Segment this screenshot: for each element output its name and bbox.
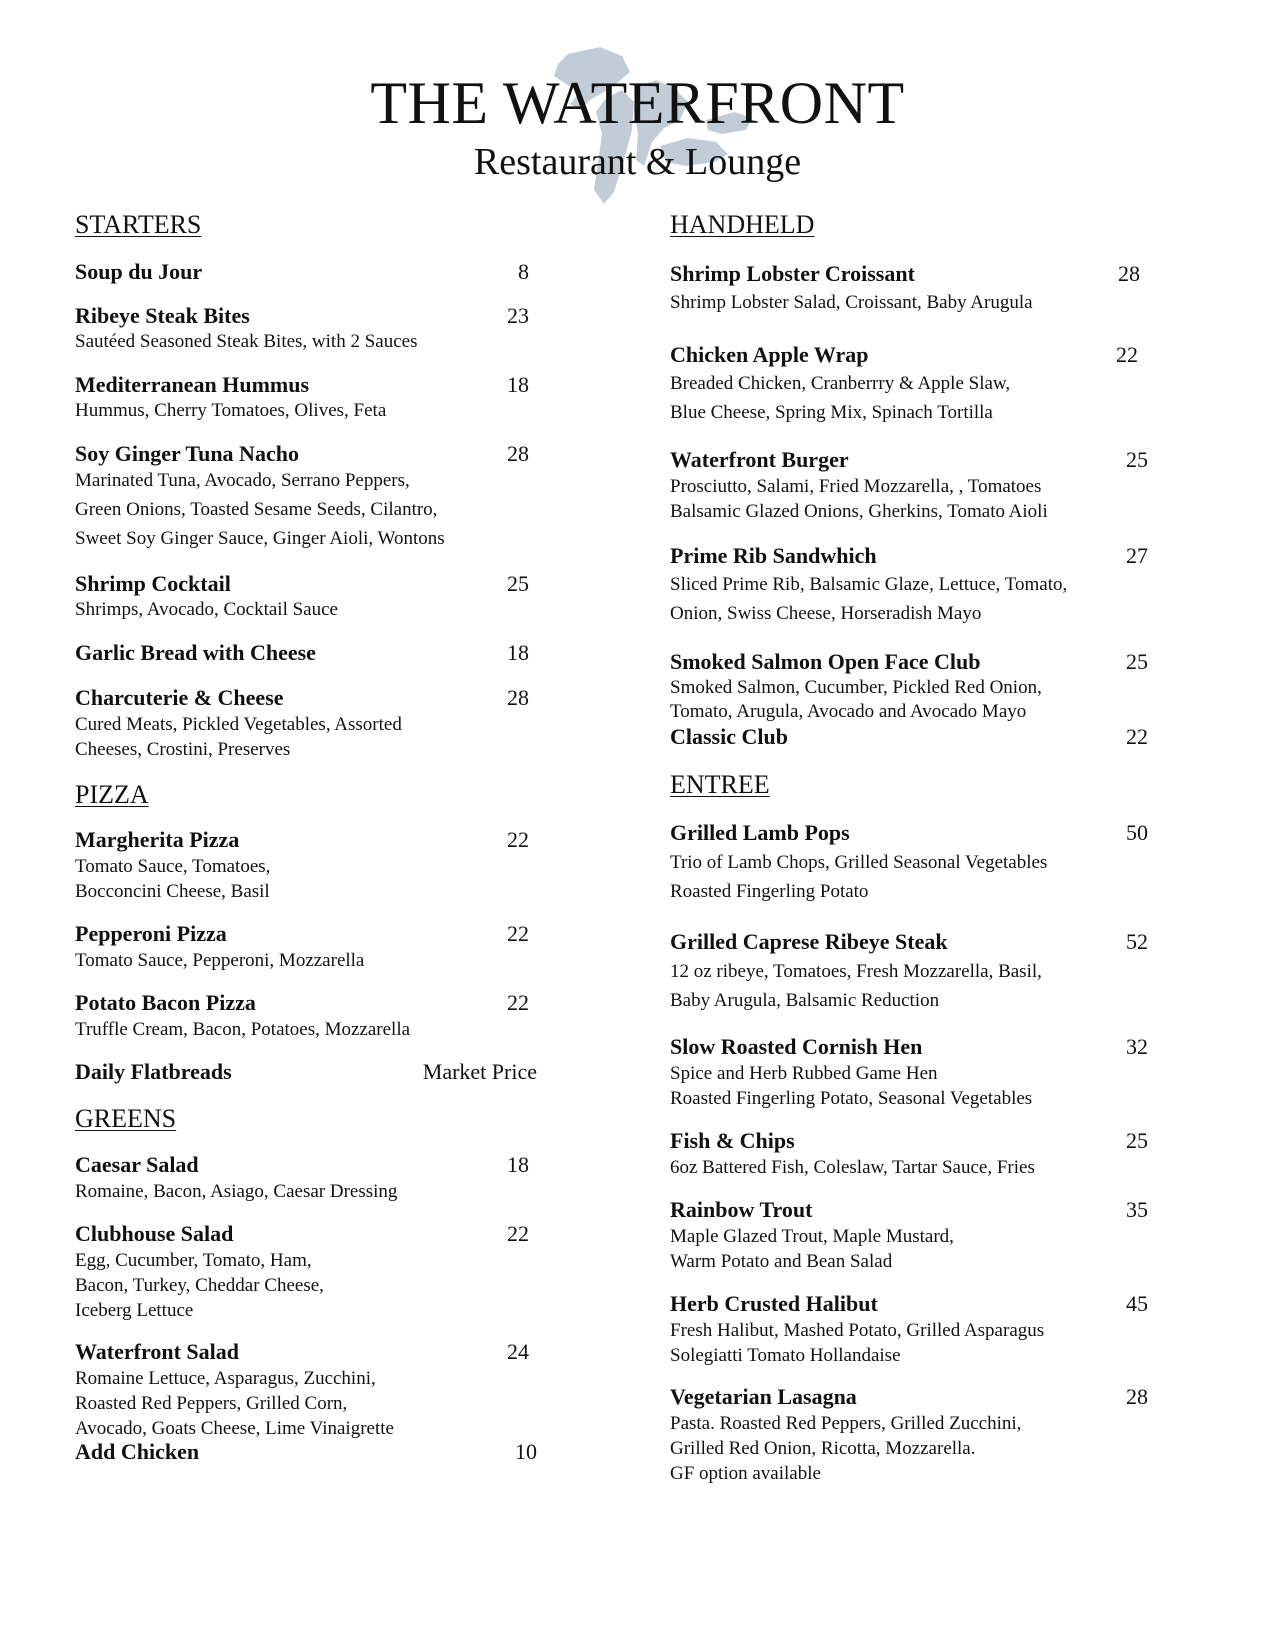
item-price: 8	[518, 259, 529, 284]
item-price: 22	[507, 990, 529, 1015]
item-price: 28	[507, 685, 529, 710]
section-greens: GREENS	[75, 1104, 177, 1133]
item-name: Margherita Pizza	[75, 827, 240, 852]
item-name: Chicken Apple Wrap	[670, 342, 869, 367]
item-name: Grilled Lamb Pops	[670, 820, 850, 845]
section-starters: STARTERS	[75, 210, 202, 239]
item-desc: Green Onions, Toasted Sesame Seeds, Cilantro,	[75, 499, 438, 520]
item-name: Waterfront Burger	[670, 447, 849, 472]
item-name: Garlic Bread with Cheese	[75, 640, 316, 665]
item-desc: Balsamic Glazed Onions, Gherkins, Tomato Aioli	[670, 501, 1048, 522]
item-desc: Prosciutto, Salami, Fried Mozzarella, , Tomatoes	[670, 476, 1042, 497]
item-desc: Tomato, Arugula, Avocado and Avocado Mayo	[670, 701, 1027, 722]
menu-item-croissant	[670, 260, 1148, 318]
item-price: 22	[507, 1221, 529, 1246]
item-desc: Trio of Lamb Chops, Grilled Seasonal Vegetables	[670, 852, 1048, 873]
item-price: 28	[1126, 1384, 1148, 1409]
menu-item-ribeye-bites	[75, 302, 537, 354]
item-name: Mediterranean Hummus	[75, 372, 310, 397]
menu-item-shrimp-cocktail	[75, 570, 537, 622]
item-price: 50	[1126, 820, 1148, 845]
item-name: Charcuterie & Cheese	[75, 685, 284, 710]
item-desc: Sliced Prime Rib, Balsamic Glaze, Lettuce, Tomato,	[670, 574, 1068, 595]
menu-item-potato-bacon	[75, 989, 537, 1042]
item-name: Slow Roasted Cornish Hen	[670, 1034, 923, 1059]
item-price: 23	[507, 303, 529, 328]
restaurant-subtitle: Restaurant & Lounge	[473, 141, 802, 183]
item-name: Add Chicken	[75, 1439, 200, 1464]
item-desc: Tomato Sauce, Pepperoni, Mozzarella	[75, 950, 365, 971]
item-desc: Spice and Herb Rubbed Game Hen	[670, 1063, 938, 1084]
item-name: Herb Crusted Halibut	[670, 1291, 878, 1316]
menu-item-flatbreads	[75, 1058, 537, 1086]
item-desc: Maple Glazed Trout, Maple Mustard,	[670, 1226, 954, 1247]
item-name: Shrimp Lobster Croissant	[670, 261, 915, 286]
menu-item-apple-wrap	[670, 341, 1148, 427]
menu-item-prime-rib	[670, 542, 1148, 628]
item-desc: Cheeses, Crostini, Preserves	[75, 739, 291, 760]
menu-item-caesar	[75, 1151, 537, 1204]
item-price: 18	[507, 372, 529, 397]
item-desc: GF option available	[670, 1463, 821, 1484]
item-name: Fish & Chips	[670, 1128, 795, 1153]
item-desc: Breaded Chicken, Cranberrry & Apple Slaw,	[670, 373, 1011, 394]
item-desc: Smoked Salmon, Cucumber, Pickled Red Onion,	[670, 677, 1042, 698]
item-name: Shrimp Cocktail	[75, 571, 231, 596]
item-price: 25	[1126, 649, 1148, 674]
item-desc: Iceberg Lettuce	[75, 1300, 194, 1321]
item-name: Classic Club	[670, 724, 788, 749]
item-price: 25	[507, 571, 529, 596]
item-desc: Blue Cheese, Spring Mix, Spinach Tortilla	[670, 402, 993, 423]
menu-item-margherita	[75, 826, 537, 904]
item-desc: Truffle Cream, Bacon, Potatoes, Mozzarella	[75, 1019, 411, 1040]
section-handheld: HANDHELD	[670, 210, 815, 239]
item-price: 22	[507, 827, 529, 852]
item-desc: Shrimps, Avocado, Cocktail Sauce	[75, 599, 338, 620]
item-desc: Sweet Soy Ginger Sauce, Ginger Aioli, Wontons	[75, 528, 445, 549]
item-price: 22	[1126, 724, 1148, 749]
menu-item-pepperoni	[75, 920, 537, 973]
item-name: Rainbow Trout	[670, 1197, 813, 1222]
menu-item-caprese-ribeye	[670, 928, 1148, 1015]
item-name: Grilled Caprese Ribeye Steak	[670, 929, 948, 954]
item-price: 22	[507, 921, 529, 946]
item-name: Ribeye Steak Bites	[75, 303, 250, 328]
restaurant-title: THE WATERFRONT	[370, 70, 905, 136]
item-name: Soy Ginger Tuna Nacho	[75, 441, 299, 466]
item-desc: Grilled Red Onion, Ricotta, Mozzarella.	[670, 1438, 976, 1459]
item-desc: Roasted Red Peppers, Grilled Corn,	[75, 1393, 348, 1414]
item-desc: Bacon, Turkey, Cheddar Cheese,	[75, 1275, 324, 1296]
item-name: Pepperoni Pizza	[75, 921, 227, 946]
item-desc: Marinated Tuna, Avocado, Serrano Peppers,	[75, 470, 410, 491]
item-desc: Romaine, Bacon, Asiago, Caesar Dressing	[75, 1181, 398, 1202]
item-desc: Fresh Halibut, Mashed Potato, Grilled Asparagus	[670, 1320, 1045, 1341]
menu-item-cornish-hen	[670, 1033, 1148, 1111]
item-name: Prime Rib Sandwhich	[670, 543, 877, 568]
menu-item-lamb-pops	[670, 819, 1148, 906]
menu-item-burger	[670, 446, 1148, 524]
menu-item-add-chicken	[75, 1438, 537, 1466]
item-desc: Tomato Sauce, Tomatoes,	[75, 856, 271, 877]
item-name: Soup du Jour	[75, 259, 203, 284]
item-name: Clubhouse Salad	[75, 1221, 234, 1246]
item-price: 22	[1116, 342, 1138, 367]
item-desc: Shrimp Lobster Salad, Croissant, Baby Arugula	[670, 292, 1033, 313]
item-price: 24	[507, 1339, 529, 1364]
item-price: 25	[1126, 1128, 1148, 1153]
item-desc: Roasted Fingerling Potato, Seasonal Vegetables	[670, 1088, 1033, 1109]
item-name: Daily Flatbreads	[75, 1059, 232, 1084]
item-desc: Warm Potato and Bean Salad	[670, 1251, 893, 1272]
item-desc: Roasted Fingerling Potato	[670, 881, 869, 902]
item-price: 52	[1126, 929, 1148, 954]
menu-item-salmon-club	[670, 648, 1148, 724]
item-price: Market Price	[422, 1059, 537, 1084]
item-price: 18	[507, 640, 529, 665]
menu-item-waterfront-salad	[75, 1338, 537, 1441]
menu-item-hummus	[75, 371, 537, 423]
item-desc: Egg, Cucumber, Tomato, Ham,	[75, 1250, 312, 1271]
menu-item-lasagna	[670, 1383, 1148, 1486]
item-desc: Avocado, Goats Cheese, Lime Vinaigrette	[75, 1418, 394, 1439]
item-price: 27	[1126, 543, 1148, 568]
item-name: Vegetarian Lasagna	[670, 1384, 857, 1409]
item-desc: Sautéed Seasoned Steak Bites, with 2 Sauces	[75, 331, 418, 352]
menu-item-clubhouse-salad	[75, 1220, 537, 1323]
menu-item-fish-chips	[670, 1127, 1148, 1180]
menu-item-halibut	[670, 1290, 1148, 1368]
menu-item-garlic-bread	[75, 639, 537, 667]
menu-item-trout	[670, 1196, 1148, 1274]
item-desc: Romaine Lettuce, Asparagus, Zucchini,	[75, 1368, 376, 1389]
item-name: Potato Bacon Pizza	[75, 990, 256, 1015]
item-desc: Solegiatti Tomato Hollandaise	[670, 1345, 901, 1366]
item-price: 35	[1126, 1197, 1148, 1222]
item-price: 28	[507, 441, 529, 466]
item-price: 45	[1126, 1291, 1148, 1316]
item-price: 32	[1126, 1034, 1148, 1059]
item-price: 18	[507, 1152, 529, 1177]
item-name: Smoked Salmon Open Face Club	[670, 649, 981, 674]
section-pizza: PIZZA	[75, 780, 149, 809]
item-desc: Hummus, Cherry Tomatoes, Olives, Feta	[75, 400, 387, 421]
item-price: 28	[1118, 261, 1140, 286]
item-desc: Baby Arugula, Balsamic Reduction	[670, 990, 940, 1011]
menu-item-classic-club	[670, 723, 1148, 751]
item-desc: Pasta. Roasted Red Peppers, Grilled Zucchini,	[670, 1413, 1022, 1434]
item-name: Caesar Salad	[75, 1152, 199, 1177]
item-desc: 6oz Battered Fish, Coleslaw, Tartar Sauce, Fries	[670, 1157, 1035, 1178]
menu-item-soup	[75, 258, 537, 286]
menu-item-tuna-nacho	[75, 440, 537, 553]
section-entree: ENTREE	[670, 770, 770, 799]
item-desc: Onion, Swiss Cheese, Horseradish Mayo	[670, 603, 982, 624]
item-name: Waterfront Salad	[75, 1339, 239, 1364]
menu-item-charcuterie	[75, 684, 537, 762]
item-desc: Bocconcini Cheese, Basil	[75, 881, 270, 902]
item-desc: Cured Meats, Pickled Vegetables, Assorted	[75, 714, 402, 735]
item-desc: 12 oz ribeye, Tomatoes, Fresh Mozzarella, Basil,	[670, 961, 1042, 982]
item-price: 25	[1126, 447, 1148, 472]
item-price: 10	[515, 1439, 537, 1464]
